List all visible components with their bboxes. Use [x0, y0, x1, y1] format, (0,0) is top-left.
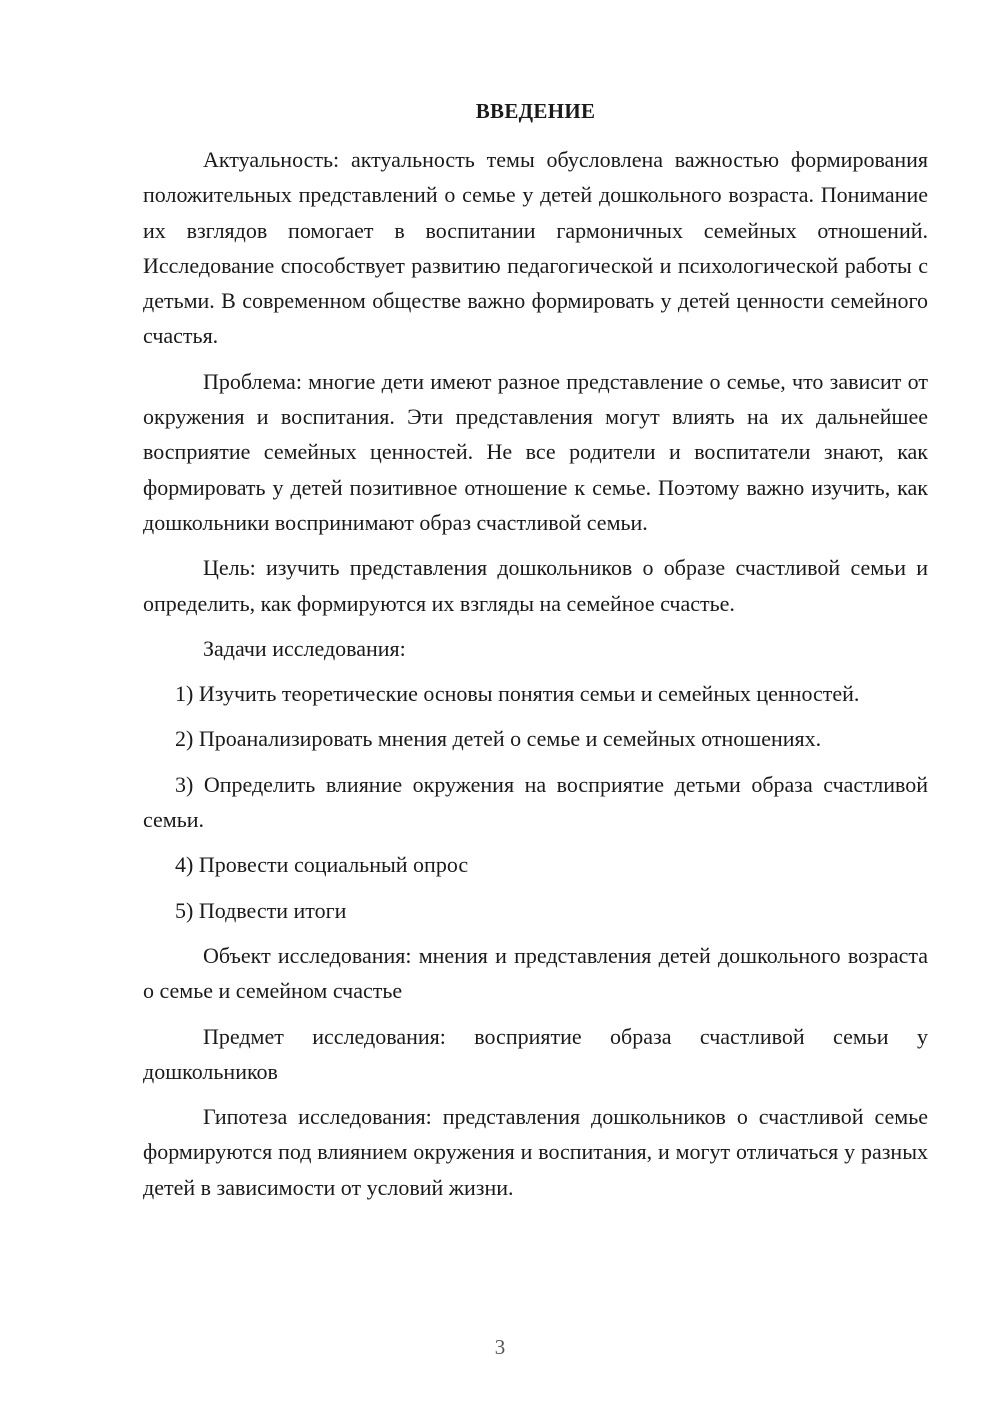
task-item: 1) Изучить теоретические основы понятия семьи и семейных ценностей.	[175, 681, 860, 707]
problem-paragraph: Проблема: многие дети имеют разное представление о семье, что зависит от окружения и воспитания. Эти представления могут влиять на их дальнейшее восприятие семейных ценностей. Не все родители и воспитатели знают, как формировать у детей позитивное отношение к семье. Поэтому важно изучить, как дошкольники воспринимают образ счастливой семьи.	[143, 368, 928, 535]
document-body	[143, 142, 928, 1215]
goal-paragraph: Цель: изучить представления дошкольников о образе счастливой семьи и определить, как формируются их взгляды на семейное счастье.	[143, 555, 928, 616]
relevance-paragraph: Актуальность: актуальность темы обусловлена важностью формирования положительных представлений о семье у детей дошкольного возраста. Понимание их взглядов помогает в воспитании гармоничных семейных отношений. Исследование способствует развитию педагогической и психологической работы с детьми. В современном обществе важно формировать у детей ценности семейного счастья.	[143, 147, 928, 349]
object-paragraph: Объект исследования: мнения и представления детей дошкольного возраста о семье и семейном счастье	[143, 942, 928, 1004]
task-item: 2) Проанализировать мнения детей о семье и семейных отношениях.	[175, 726, 822, 752]
subject-paragraph: Предмет исследования: восприятие образа счастливой семьи у дошкольников	[143, 1023, 928, 1084]
section-title: ВВЕДЕНИЕ	[475, 99, 596, 123]
task-item: 5) Подвести итоги	[175, 897, 347, 923]
tasks-heading: Задачи исследования:	[203, 635, 406, 661]
task-item: 4) Провести социальный опрос	[175, 852, 469, 878]
task-item: 3) Определить влияние окружения на восприятие детьми образа счастливой семьи.	[143, 771, 928, 833]
page-number: 3	[494, 1335, 506, 1359]
hypothesis-paragraph: Гипотеза исследования: представления дошкольников о счастливой семье формируются под влиянием окружения и воспитания, и могут отличаться у разных детей в зависимости от условий жизни.	[143, 1104, 928, 1200]
